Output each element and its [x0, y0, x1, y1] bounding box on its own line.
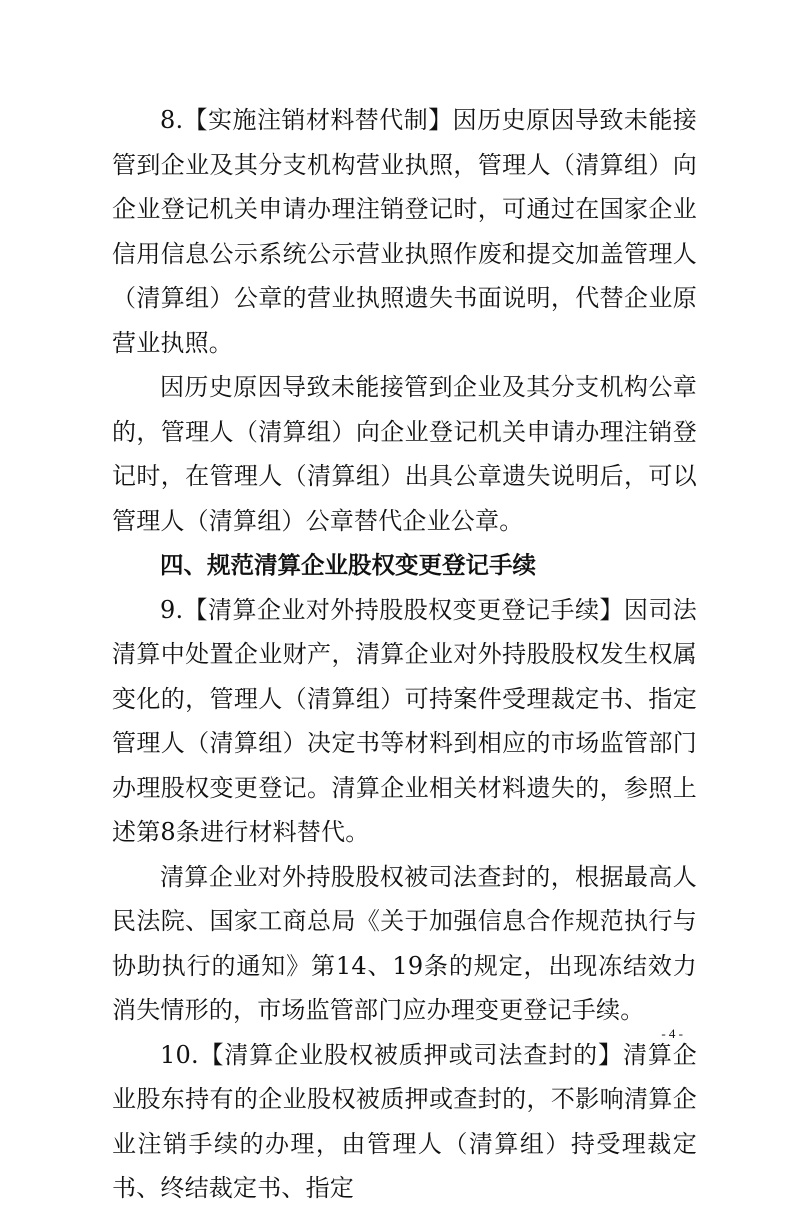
page-number: - 4 -	[661, 1026, 683, 1041]
section-heading-4: 四、规范清算企业股权变更登记手续	[160, 551, 536, 579]
para-item-8-seal: 因历史原因导致未能接管到企业及其分支机构公章的，管理人（清算组）向企业登记机关申请办理注销登记时，在管理人（清算组）出具公章遗失说明后，可以管理人（清算组）公章替代企业公章。	[112, 373, 697, 535]
para-item-9-freeze: 清算企业对外持股股权被司法查封的，根据最高人民法院、国家工商总局《关于加强信息合作规范执行与协助执行的通知》第14、19条的规定，出现冻结效力消失情形的，市场监管部门应办理变更登记手续。	[112, 862, 697, 1024]
para-item-9: 9.【清算企业对外持股股权变更登记手续】因司法清算中处置企业财产，清算企业对外持股股权发生权属变化的，管理人（清算组）可持案件受理裁定书、指定管理人（清算组）决定书等材料到相应的市场监管部门办理股权变更登记。清算企业相关材料遗失的，参照上述第8条进行材料替代。	[112, 595, 697, 846]
para-item-8: 8.【实施注销材料替代制】因历史原因导致未能接管到企业及其分支机构营业执照，管理人（清算组）向企业登记机关申请办理注销登记时，可通过在国家企业信用信息公示系统公示营业执照作废和提交加盖管理人（清算组）公章的营业执照遗失书面说明，代替企业原营业执照。	[112, 106, 697, 357]
document-body	[112, 98, 697, 1211]
para-item-10: 10.【清算企业股权被质押或司法查封的】清算企业股东持有的企业股权被质押或查封的，不影响清算企业注销手续的办理，由管理人（清算组）持受理裁定书、终结裁定书、指定	[112, 1040, 697, 1202]
